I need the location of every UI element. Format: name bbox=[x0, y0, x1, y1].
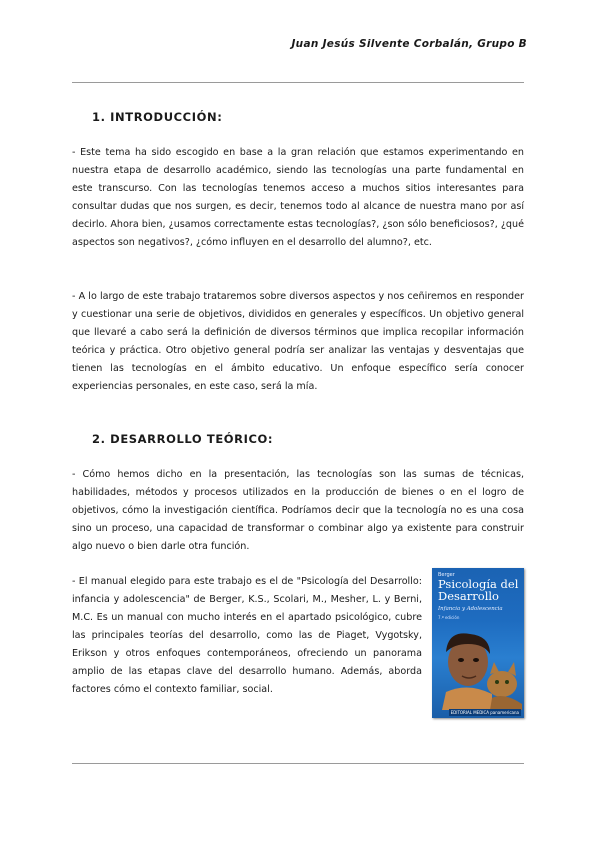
book-cover-subtitle: Infancia y Adolescencia bbox=[438, 606, 503, 612]
footer-divider bbox=[72, 763, 524, 764]
page-header-author: Juan Jesús Silvente Corbalán, Grupo B bbox=[291, 38, 527, 50]
intro-paragraph-1: - Este tema ha sido escogido en base a la gran relación que estamos experimentando en nuestra etapa de desarrollo académico, siendo las tecnologías una parte fundamental en este transcurso. Con las tecnologías tenemos acceso a muchos sitios interesantes para consultar dudas que nos surgen, es decir, tenemos todo al alcance de nuestra mano por así decirlo. Ahora bien, ¿usamos correctamente estas tecnologías?, ¿son sólo beneficiosos?, ¿qué aspectos son negativos?, ¿cómo influyen en el desarrollo del alumno?, etc. bbox=[72, 147, 524, 248]
book-cover-publisher: EDITORIAL MEDICA panamericana bbox=[450, 710, 519, 715]
book-cover-edition: 7.ª edición bbox=[438, 615, 460, 620]
intro-paragraph-2: - A lo largo de este trabajo trataremos sobre diversos aspectos y nos ceñiremos en responder y cuestionar una serie de objetivos, divididos en generales y específicos. Un objetivo general que llevaré a cabo será la definición de diversos términos que implica recopilar información teórica y práctica. Otro objetivo general podría ser analizar las ventajas y desventajas que tienen las tecnologías en el ámbito educativo. Un enfoque específico sería conocer experiencias personales, en este caso, será la mía. bbox=[72, 291, 524, 392]
book-cover-author: Berger bbox=[438, 572, 455, 578]
book-cover-illustration bbox=[432, 622, 524, 710]
section-heading-introduction: 1. INTRODUCCIÓN: bbox=[92, 110, 223, 124]
book-cover-title: Psicología del Desarrollo bbox=[438, 577, 519, 603]
header-divider bbox=[72, 82, 524, 83]
book-cover-image bbox=[432, 568, 524, 718]
desarrollo-paragraph-2: - El manual elegido para este trabajo es el de "Psicología del Desarrollo: infancia y adolescencia" de Berger, K.S., Scolari, M., Mesher, L. y Berni, M.C. Es un manual con mucho interés en el apartado psicológico, cubre las principales teorías del desarrollo, como las de Piaget, Vygotsky, Erikson y otros enfoques contemporáneos, ofreciendo un panorama amplio de las etapas clave del desarrollo humano. Además, aborda factores cómo el contexto familiar, social. bbox=[72, 576, 422, 695]
section-heading-desarrollo: 2. DESARROLLO TEÓRICO: bbox=[92, 432, 274, 446]
desarrollo-paragraph-1: - Cómo hemos dicho en la presentación, las tecnologías son las sumas de técnicas, habilidades, métodos y procesos utilizados en la producción de bienes o en el logro de objetivos, cómo la investigación científica. Podríamos decir que la tecnología no es una cosa sino un proceso, una capacidad de transformar o combinar algo ya existente para construir algo nuevo o bien darle otra función. bbox=[72, 469, 524, 552]
